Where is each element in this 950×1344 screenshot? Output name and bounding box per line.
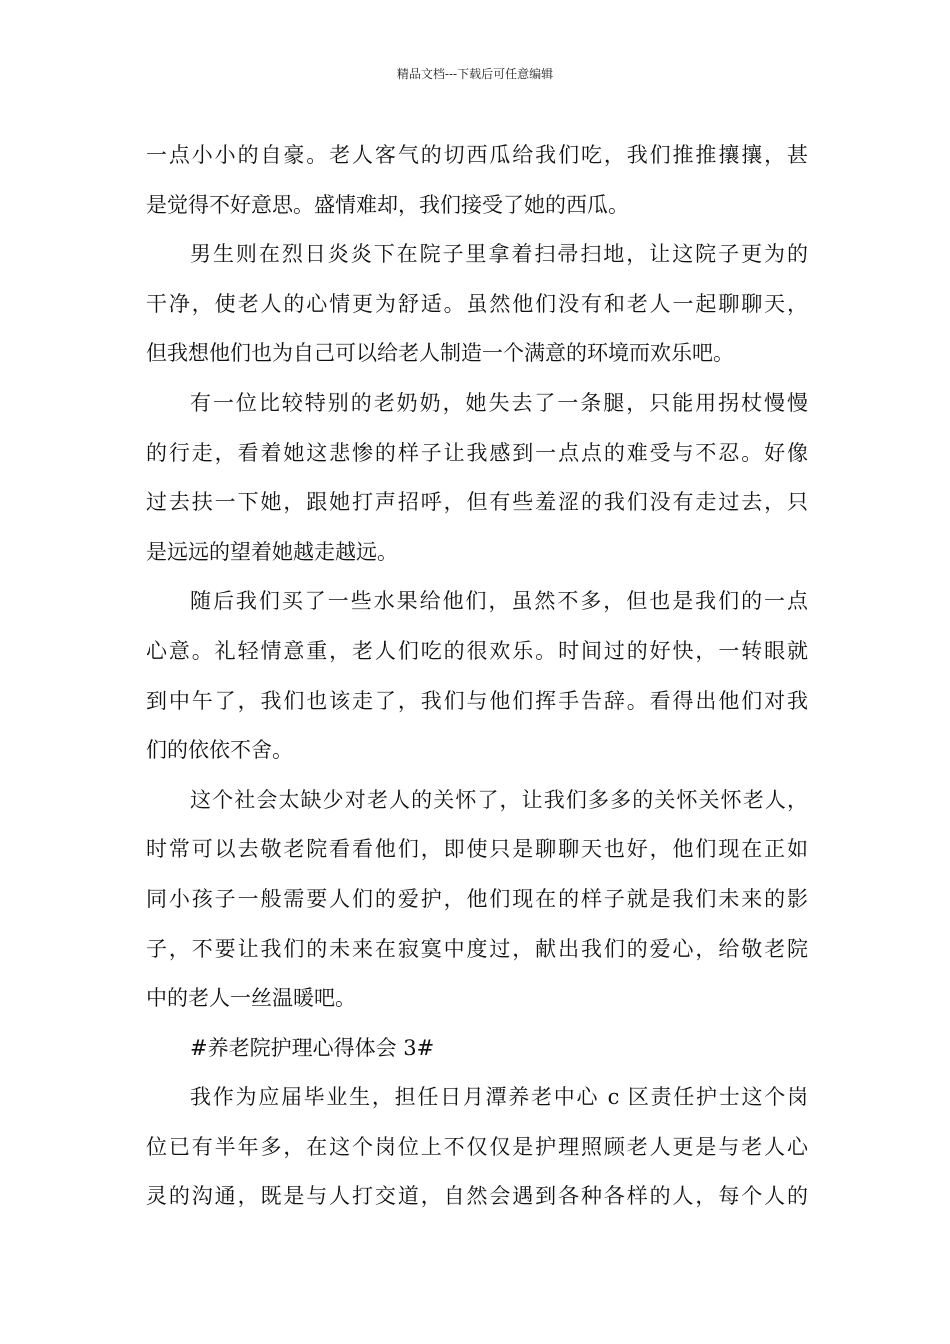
body-line: 时常可以去敬老院看看他们，即使只是聊聊天也好，他们现在正如	[146, 837, 808, 862]
body-line: 但我想他们也为自己可以给老人制造一个满意的环境而欢乐吧。	[146, 341, 734, 366]
document-body	[146, 131, 808, 1222]
body-line: 是觉得不好意思。盛情难却，我们接受了她的西瓜。	[146, 192, 629, 217]
body-line: 子，不要让我们的未来在寂寞中度过，献出我们的爱心，给敬老院	[146, 936, 808, 961]
body-line: 同小孩子一般需要人们的爱护，他们现在的样子就是我们未来的影	[146, 886, 808, 911]
body-line: 我作为应届毕业生，担任日月潭养老中心 c 区责任护士这个岗	[190, 1085, 808, 1110]
body-line: 这个社会太缺少对老人的关怀了，让我们多多的关怀关怀老人，	[190, 787, 808, 812]
body-line: 心意。礼轻情意重，老人们吃的很欢乐。时间过的好快，一转眼就	[146, 638, 808, 663]
body-line: 是远远的望着她越走越远。	[146, 539, 398, 564]
body-line: 们的依依不舍。	[146, 738, 293, 763]
page-header: 精品文档---下载后可任意编辑	[396, 67, 554, 81]
body-line: 随后我们买了一些水果给他们，虽然不多，但也是我们的一点	[190, 589, 808, 614]
body-line: 过去扶一下她，跟她打声招呼，但有些羞涩的我们没有走过去，只	[146, 490, 808, 515]
body-line: 一点小小的自豪。老人客气的切西瓜给我们吃，我们推推攘攘，甚	[146, 143, 808, 167]
body-line: 干净，使老人的心情更为舒适。虽然他们没有和老人一起聊聊天，	[146, 291, 808, 316]
body-line: 的行走，看着她这悲惨的样子让我感到一点点的难受与不忍。好像	[146, 440, 808, 465]
body-line: 位已有半年多，在这个岗位上不仅仅是护理照顾老人更是与老人心	[146, 1134, 808, 1159]
body-line: 中的老人一丝温暖吧。	[146, 986, 356, 1011]
body-line: 男生则在烈日炎炎下在院子里拿着扫帚扫地，让这院子更为的	[190, 242, 808, 267]
body-line: 灵的沟通，既是与人打交道，自然会遇到各种各样的人，每个人的	[146, 1184, 808, 1209]
body-line: 有一位比较特别的老奶奶，她失去了一条腿，只能用拐杖慢慢	[190, 390, 808, 415]
section-heading: #养老院护理心得体会 3#	[190, 1035, 435, 1060]
body-line: 到中午了，我们也该走了，我们与他们挥手告辞。看得出他们对我	[146, 688, 808, 713]
